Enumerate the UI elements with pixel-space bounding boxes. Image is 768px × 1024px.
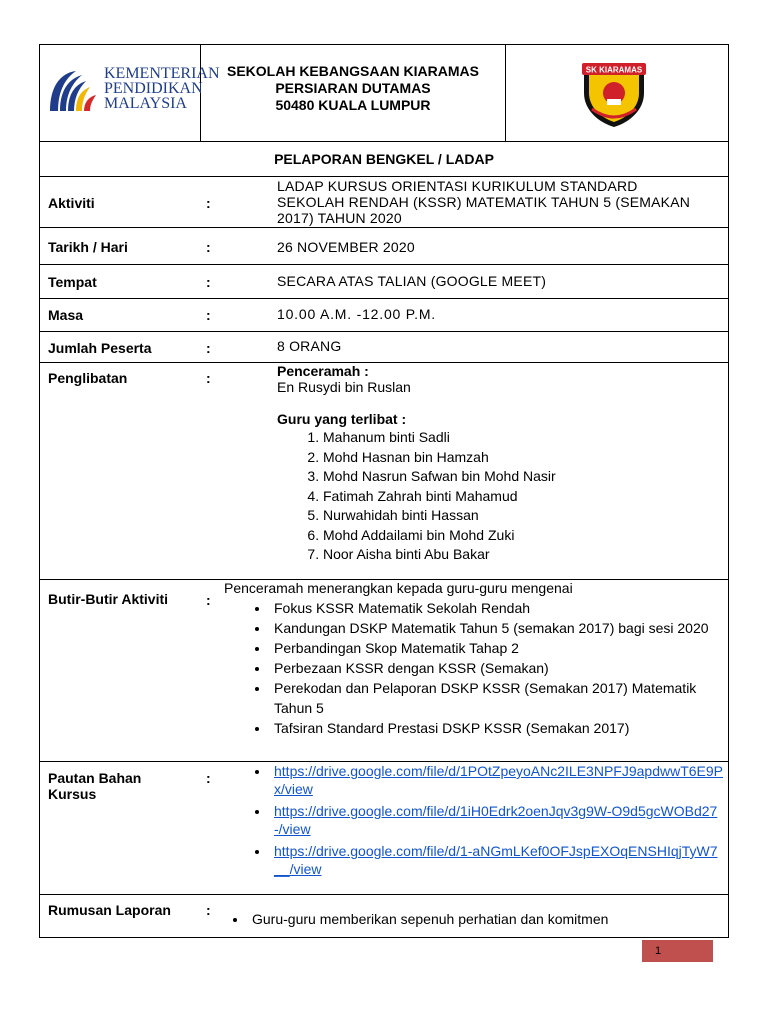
label-tarikh: Tarikh / Hari [48,239,128,255]
row-aktiviti [40,177,729,228]
colon-rumusan: : [206,902,211,918]
butir-intro: Penceramah menerangkan kepada guru-guru mengenai [224,580,573,596]
link-bahan-1[interactable]: https://drive.google.com/file/d/1POtZpeyoANc2ILE3NPFJ9apdwwT6E9Px/view [274,763,723,797]
list-item: • Fokus KSSR Matematik Sekolah Rendah [270,598,725,618]
value-tempat: SECARA ATAS TALIAN (GOOGLE MEET) [277,273,547,289]
page-number-badge [642,940,713,962]
report-table [39,44,729,938]
school-address-line1: PERSIARAN DUTAMAS [275,80,431,96]
list-item: • Tafsiran Standard Prestasi DSKP KSSR (Semakan 2017) [270,718,725,738]
row-tarikh [40,228,729,265]
kpm-logo-text-2: PENDIDIKAN [104,80,203,97]
teachers-heading: Guru yang terlibat : [277,411,407,427]
row-masa [40,299,729,332]
list-item: • Perbandingan Skop Matematik Tahap 2 [270,638,725,658]
label-penglibatan: Penglibatan [48,370,128,386]
colon-pautan: : [206,770,211,786]
kpm-logo-cell [40,45,220,142]
speaker-name: En Rusydi bin Ruslan [277,379,411,395]
teachers-list [277,428,717,565]
kpm-logo [40,45,220,141]
list-item: • Kandungan DSKP Matematik Tahun 5 (semakan 2017) bagi sesi 2020 [270,618,725,638]
kpm-logo-text-1: KEMENTERIAN [104,65,220,82]
colon-butir: : [206,592,211,608]
value-jumlah: 8 ORANG [277,338,342,354]
speaker-heading: Penceramah : [277,363,369,379]
label-butir: Butir-Butir Aktiviti [48,591,169,607]
school-crest-cell [506,45,729,142]
list-item: 2. Mohd Hasnan bin Hamzah [323,448,717,468]
colon-aktiviti: : [206,195,211,211]
list-item: • Perbezaan KSSR dengan KSSR (Semakan) [270,658,725,678]
label-jumlah: Jumlah Peserta [48,340,152,356]
link-bahan-2[interactable]: https://drive.google.com/file/d/1iH0Edrk2oenJqv3g9W-O9d5gcWOBd27-/view [274,803,718,837]
list-item: 3. Mohd Nasrun Safwan bin Mohd Nasir [323,467,717,487]
label-pautan: Pautan Bahan Kursus [48,770,142,802]
row-penglibatan [40,363,729,580]
list-item: 6. Mohd Addailami bin Mohd Zuki [323,526,717,546]
crest-banner-text: SK KIARAMAS [585,65,643,75]
colon-penglibatan: : [206,370,211,386]
label-tempat: Tempat [48,274,97,290]
list-item: 1. Mahanum binti Sadli [323,428,717,448]
list-item: 7. Noor Aisha binti Abu Bakar [323,545,717,565]
title-row [40,142,729,177]
colon-tarikh: : [206,239,211,255]
row-pautan [40,762,729,895]
kpm-logo-icon [46,67,102,117]
school-info-cell [201,45,506,142]
value-masa: 10.00 A.M. -12.00 P.M. [277,306,436,322]
list-item: • Perekodan dan Pelaporan DSKP KSSR (Semakan 2017) Matematik Tahun 5 [270,678,725,718]
report-title: PELAPORAN BENGKEL / LADAP [40,142,729,177]
label-masa: Masa [48,307,84,323]
row-butir [40,580,729,762]
sk-kiaramas-crest-icon [576,59,652,129]
links-list [224,762,725,878]
school-address-line2: 50480 KUALA LUMPUR [275,97,431,113]
colon-tempat: : [206,274,211,290]
list-item: 5. Nurwahidah binti Hassan [323,506,717,526]
label-rumusan: Rumusan Laporan [48,902,171,918]
butir-list [224,598,725,738]
list-item: • Guru-guru memberikan sepenuh perhatian dan komitmen [248,909,724,929]
rumusan-list [224,909,724,929]
colon-masa: : [206,307,211,323]
school-name: SEKOLAH KEBANGSAAN KIARAMAS [226,63,479,79]
row-tempat [40,265,729,299]
page-number: 1 [655,945,662,957]
row-jumlah [40,332,729,363]
colon-jumlah: : [206,340,211,356]
value-tarikh: 26 NOVEMBER 2020 [277,239,415,255]
row-rumusan [40,895,729,938]
link-bahan-3[interactable]: https://drive.google.com/file/d/1-aNGmLKef0OFJspEXOqENSHIqjTyW7__/view [274,843,718,877]
value-aktiviti: LADAP KURSUS ORIENTASI KURIKULUM STANDARD SEKOLAH RENDAH (KSSR) MATEMATIK TAHUN 5 (SEMAKAN 2017) TAHUN 2020 [277,178,691,226]
header-row [40,45,729,142]
kpm-logo-text-3: MALAYSIA [104,95,187,112]
label-aktiviti: Aktiviti [48,195,95,211]
list-item: 4. Fatimah Zahrah binti Mahamud [323,487,717,507]
